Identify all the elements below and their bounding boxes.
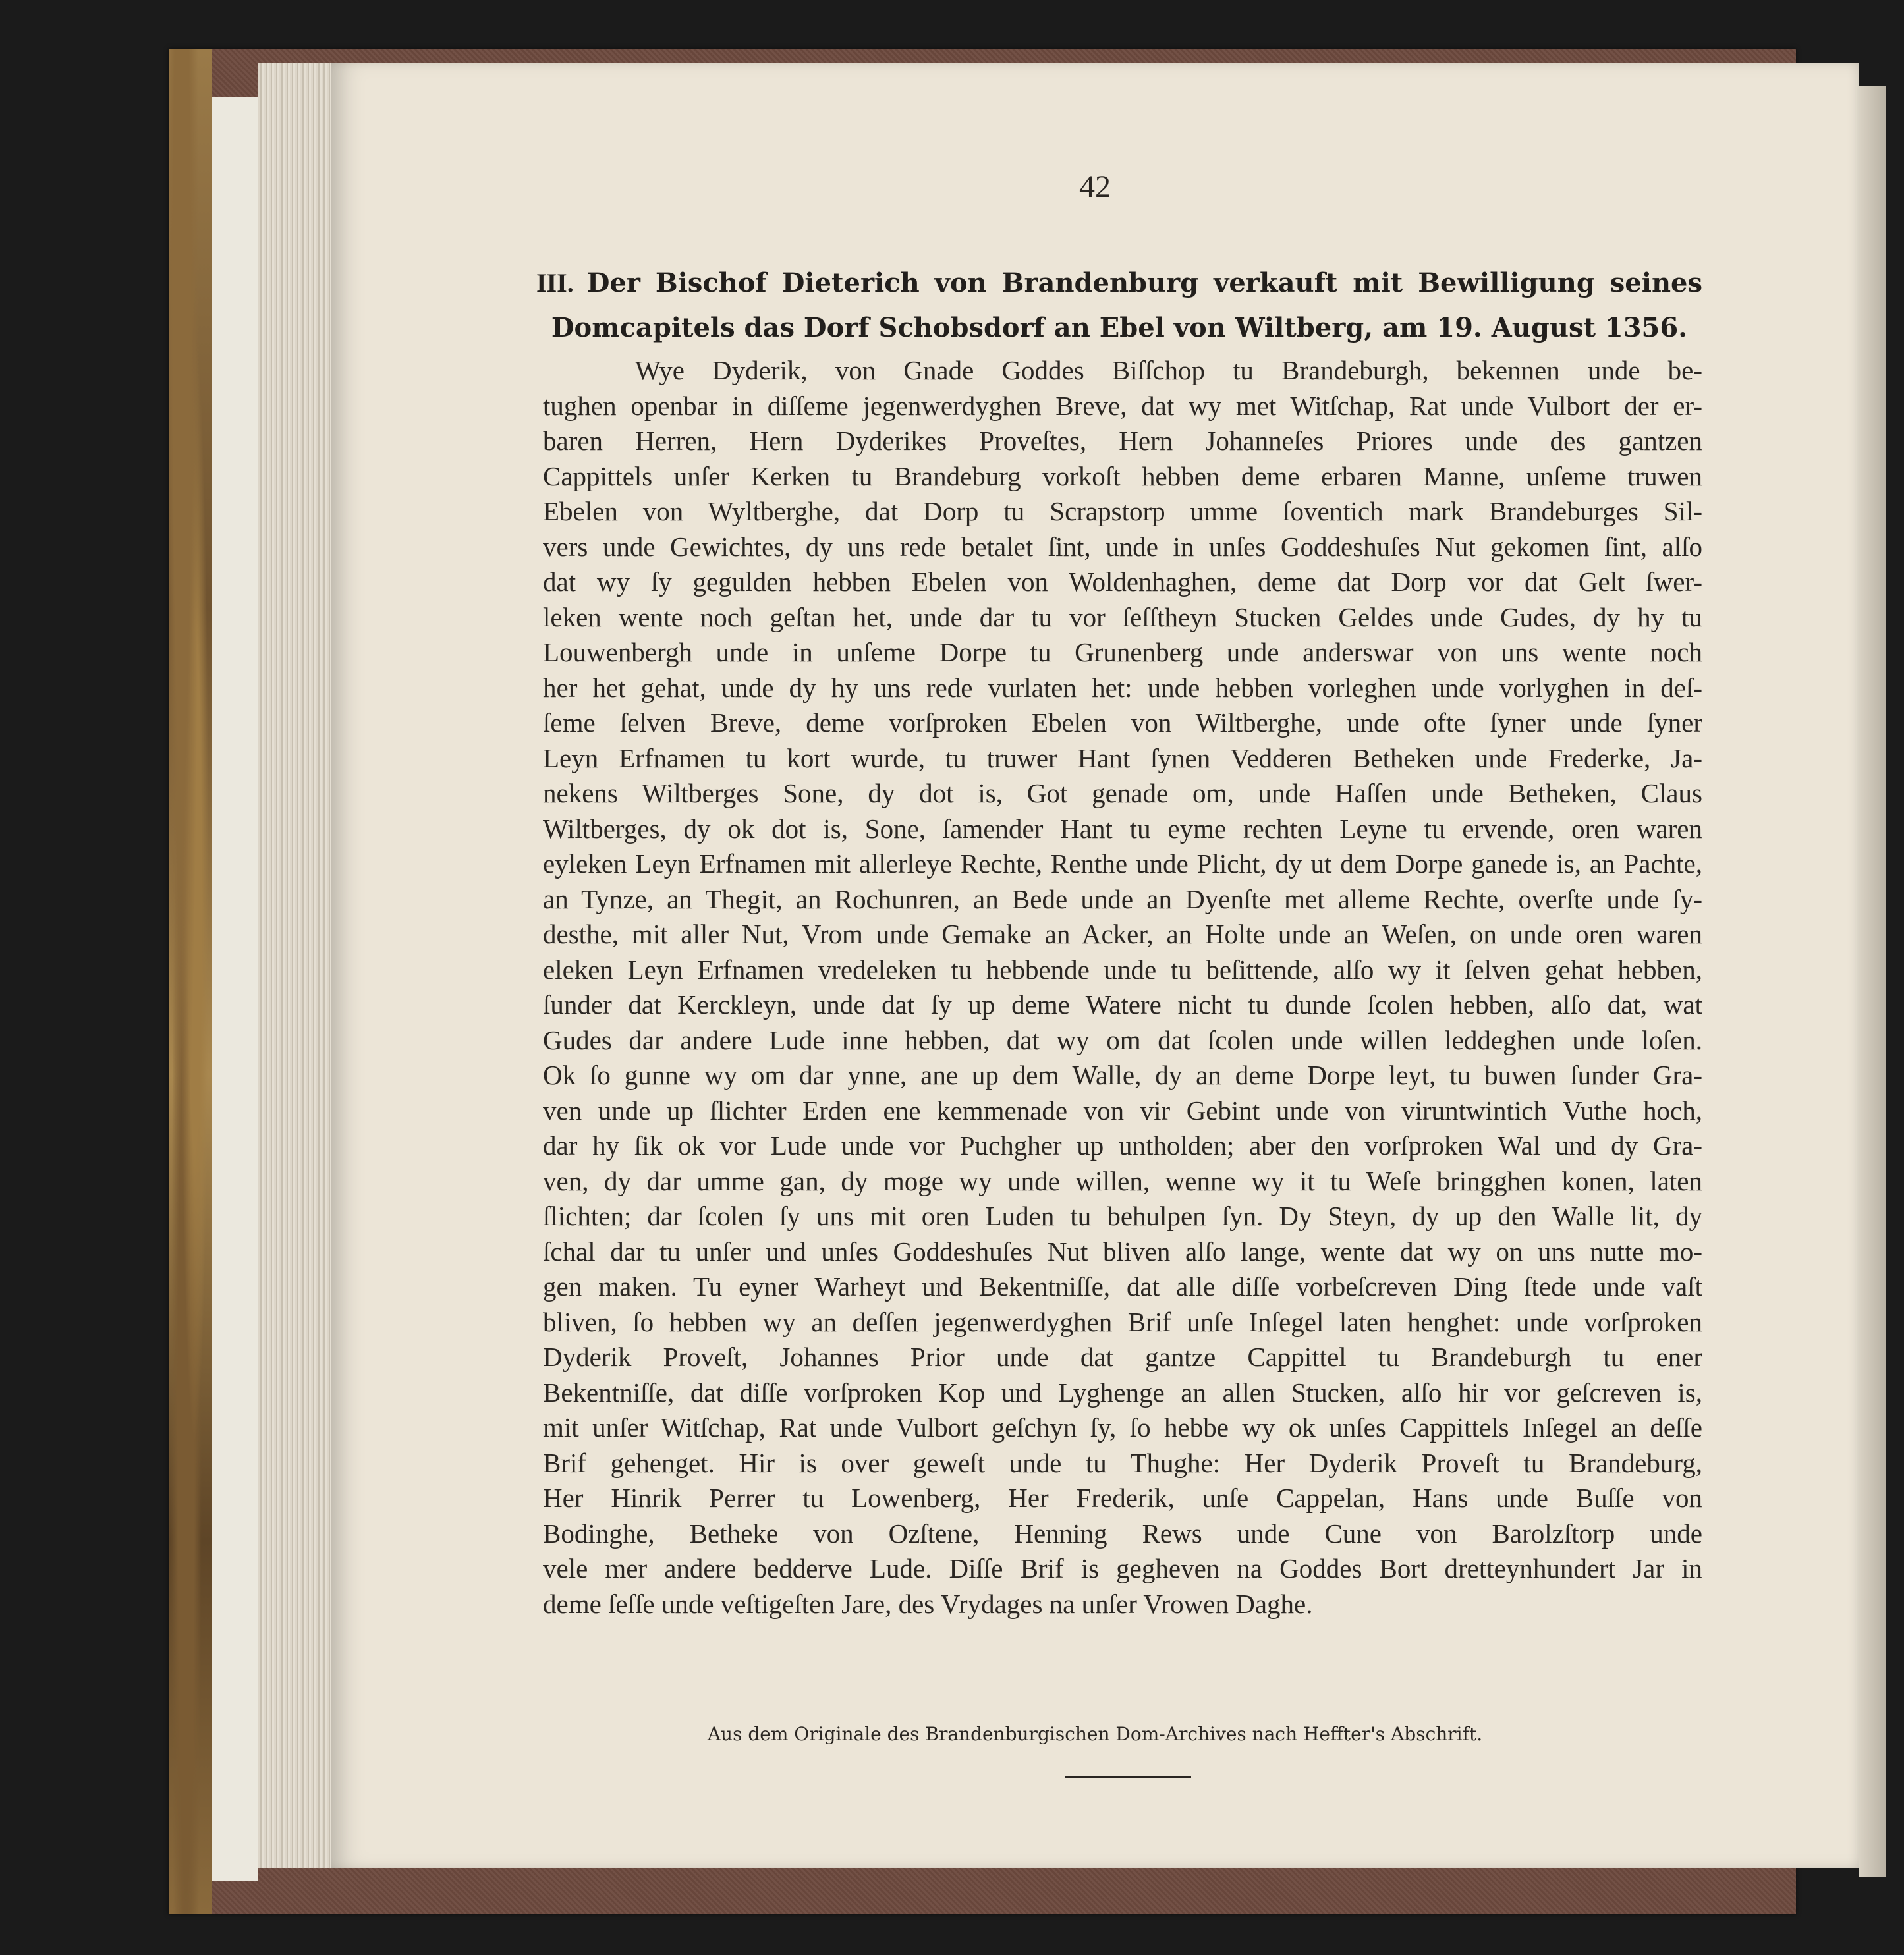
text-line: Wiltberges, dy ok dot is, Sone, ſamender Hant tu eyme rechten Leyne tu ervende, oren waren <box>543 813 1702 844</box>
text-line: ven unde up ſlichter Erden ene kemmenade von vir Gebint unde von viruntwintich Vuthe hoch, <box>543 1095 1702 1126</box>
text-line: vele mer andere bedderve Lude. Diſſe Brif is gegheven na Goddes Bort dretteynhundert Jar in <box>543 1553 1702 1583</box>
text-line: Leyn Erfnamen tu kort wurde, tu truwer Hant ſynen Vedderen Betheken unde Frederke, Ja- <box>543 742 1702 773</box>
text-line: leken wente noch geſtan het, unde dar tu vor ſeſſtheyn Stucken Geldes unde Gudes, dy hy tu <box>543 601 1702 632</box>
text-line: mit unſer Witſchap, Rat unde Vulbort geſchyn ſy, ſo hebbe wy ok unſes Cappittels Inſegel an deſſe <box>543 1412 1702 1443</box>
text-line: ſlichten; dar ſcolen ſy uns mit oren Luden tu behulpen ſyn. Dy Steyn, dy up den Walle lit, dy <box>543 1201 1702 1231</box>
text-line: dar hy ſik ok vor Lude unde vor Puchgher up untholden; aber den vorſproken Wal und dy Gra- <box>543 1130 1702 1161</box>
marbled-board <box>169 49 212 1914</box>
document-heading <box>536 261 1702 350</box>
next-page-edge <box>1859 86 1886 1877</box>
text-line: ſeme ſelven Breve, deme vorſproken Ebelen von Wiltberghe, unde ofte ſyner unde ſyner <box>543 707 1702 738</box>
text-line: nekens Wiltberges Sone, dy dot is, Got genade om, unde Haſſen unde Betheken, Claus <box>543 778 1702 808</box>
text-line: Her Hinrik Perrer tu Lowenberg, Her Frederik, unſe Cappelan, Hans unde Buſſe von <box>543 1483 1702 1513</box>
separator-rule <box>1065 1776 1191 1778</box>
text-line: bliven, ſo hebben wy an deſſen jegenwerdyghen Brif unſe Inſegel laten henghet: unde vorſproken <box>543 1306 1702 1337</box>
text-line: dat wy ſy gegulden hebben Ebelen von Woldenhaghen, deme dat Dorp vor dat Gelt ſwer- <box>543 566 1702 597</box>
text-line: vers unde Gewichtes, dy uns rede betalet ſint, unde in unſes Goddeshuſes Nut gekomen ſint, alſo <box>543 531 1702 562</box>
text-line: Louwenbergh unde in unſeme Dorpe tu Grunenberg unde anderswar von uns wente noch <box>543 637 1702 667</box>
text-line: desthe, mit aller Nut, Vrom unde Gemake an Acker, an Holte unde an Weſen, on unde oren waren <box>543 919 1702 949</box>
text-line: Wye Dyderik, von Gnade Goddes Biſſchop tu Brandeburgh, bekennen unde be- <box>635 355 1702 385</box>
text-line: her het gehat, unde dy hy uns rede vurlaten het: unde hebben vorleghen unde vorlyghen in deſ- <box>543 672 1702 703</box>
text-line: gen maken. Tu eyner Warheyt und Bekentniſſe, dat alle diſſe vorbeſcreven Ding ſtede unde vaſt <box>543 1271 1702 1302</box>
endpaper-strip <box>212 97 258 1881</box>
heading-number: III. <box>536 268 574 298</box>
text-line: ſchal dar tu unſer und unſes Goddeshuſes Nut bliven alſo lange, wente dat wy on uns nutte mo- <box>543 1236 1702 1267</box>
text-line: Bodinghe, Betheke von Ozſtene, Henning Rews unde Cune von Barolzſtorp unde <box>543 1518 1702 1549</box>
source-note: Aus dem Originale des Brandenburgischen Dom-Archives nach Heffter's Abschrift. <box>707 1723 1483 1745</box>
text-line: deme ſeſſe unde veſtigeſten Jare, des Vrydages na unſer Vrowen Daghe. <box>543 1588 1313 1619</box>
text-line: Gudes dar andere Lude inne hebben, dat wy om dat ſcolen unde willen leddeghen unde loſen. <box>543 1024 1702 1055</box>
text-line: Brif gehenget. Hir is over geweſt unde tu Thughe: Her Dyderik Proveſt tu Brandeburg, <box>543 1447 1702 1478</box>
book-page <box>331 63 1859 1868</box>
page-edges <box>258 63 331 1868</box>
text-line: eleken Leyn Erfnamen vredeleken tu hebbende unde tu beſittende, alſo wy it ſelven gehat hebben, <box>543 954 1702 985</box>
document-body <box>543 353 1702 1622</box>
text-line: eyleken Leyn Erfnamen mit allerleye Rechte, Renthe unde Plicht, dy ut dem Dorpe ganede is, an Pachte, <box>543 848 1702 879</box>
text-line: ven, dy dar umme gan, dy moge wy unde willen, wenne wy it tu Weſe bringghen konen, laten <box>543 1165 1702 1196</box>
heading-title: Der Bischof Dieterich von Brandenburg verkauft mit Bewilligung seines Domcapitels das Dorf Schobsdorf an Ebel von Wiltberg, am 19. August 1356. <box>551 267 1702 343</box>
text-line: Dyderik Proveſt, Johannes Prior unde dat gantze Cappittel tu Brandeburgh tu ener <box>543 1342 1702 1372</box>
text-line: Ebelen von Wyltberghe, dat Dorp tu Scrapstorp umme ſoventich mark Brandeburges Sil- <box>543 496 1702 526</box>
text-line: Bekentniſſe, dat diſſe vorſproken Kop und Lyghenge an allen Stucken, alſo hir vor geſcreven is, <box>543 1377 1702 1408</box>
text-line: an Tynze, an Thegit, an Rochunren, an Bede unde an Dyenſte met alleme Rechte, overſte unde ſy- <box>543 883 1702 914</box>
text-line: Cappittels unſer Kerken tu Brandeburg vorkoſt hebben deme erbaren Manne, unſeme truwen <box>543 460 1702 491</box>
text-line: tughen openbar in diſſeme jegenwerdyghen Breve, dat wy met Witſchap, Rat unde Vulbort der er- <box>543 390 1702 421</box>
text-line: Ok ſo gunne wy om dar ynne, ane up dem Walle, dy an deme Dorpe leyt, tu buwen ſunder Gra- <box>543 1060 1702 1090</box>
text-line: baren Herren, Hern Dyderikes Proveſtes, Hern Johanneſes Priores unde des gantzen <box>543 426 1702 456</box>
text-line: ſunder dat Kerckleyn, unde dat ſy up deme Watere nicht tu dunde ſcolen hebben, alſo dat, wat <box>543 989 1702 1020</box>
page-number: 42 <box>1079 169 1111 204</box>
